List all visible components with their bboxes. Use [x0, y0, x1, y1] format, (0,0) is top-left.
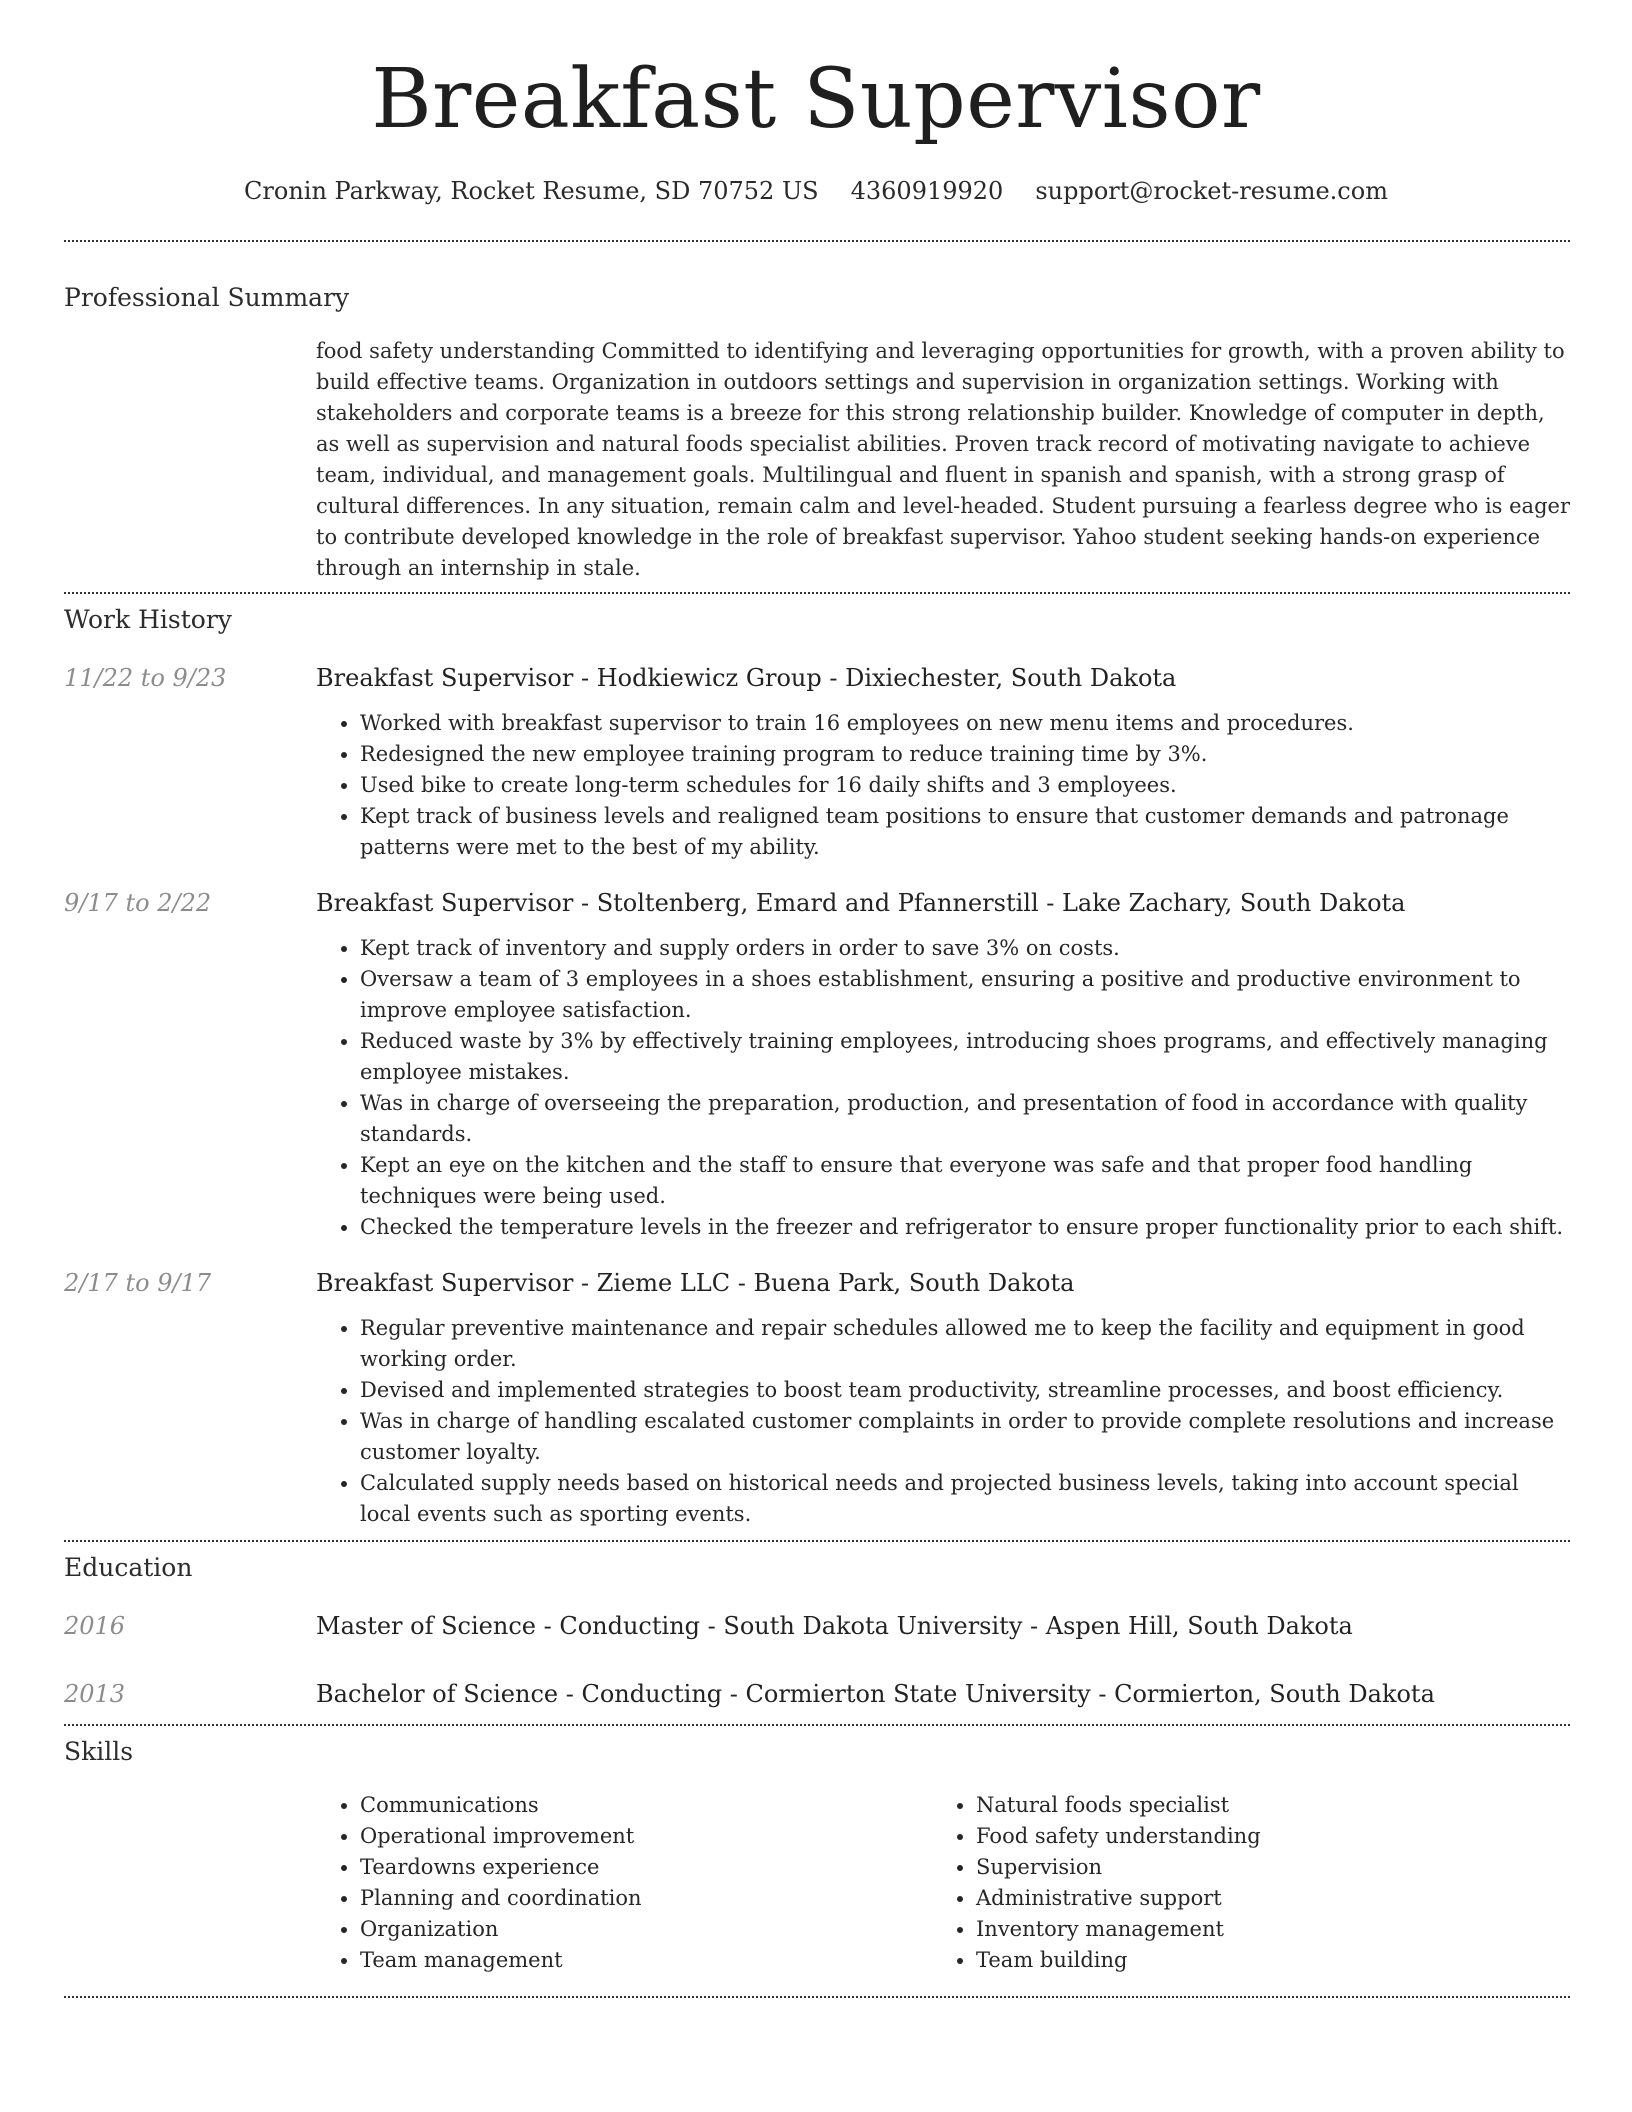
job-header	[64, 887, 1570, 919]
skill-item: • Planning and coordination	[360, 1883, 932, 1914]
work-history-title: Work History	[64, 605, 232, 634]
job-header	[64, 1267, 1570, 1299]
job-bullet: • Was in charge of overseeing the preparation, production, and presentation of food in accordance with quality standards.	[360, 1088, 1570, 1150]
education-title: Education	[64, 1553, 193, 1582]
job-bullet: • Worked with breakfast supervisor to train 16 employees on new menu items and procedures.	[360, 708, 1570, 739]
work-history-section	[64, 604, 1570, 1530]
contact-email: support@rocket-resume.com	[1035, 177, 1388, 205]
education-degree: Master of Science - Conducting - South Dakota University - Aspen Hill, South Dakota	[316, 1612, 1353, 1640]
skills-section	[64, 1736, 1570, 1976]
job-bullet: • Kept track of inventory and supply orders in order to save 3% on costs.	[360, 933, 1570, 964]
education-entry	[64, 1678, 1570, 1710]
resume-header	[0, 0, 1632, 206]
job-body	[316, 933, 1570, 1243]
contact-phone: 4360919920	[850, 177, 1004, 205]
skills-list	[932, 1790, 1548, 1976]
job-heading: Breakfast Supervisor - Zieme LLC - Buena Park, South Dakota	[316, 1269, 1075, 1297]
divider	[64, 1996, 1570, 1998]
job-bullets	[316, 933, 1570, 1243]
skill-item: • Teardowns experience	[360, 1852, 932, 1883]
divider	[64, 240, 1570, 242]
skill-item: • Administrative support	[976, 1883, 1548, 1914]
summary-section	[64, 282, 1570, 584]
job-entry	[64, 887, 1570, 1243]
job-bullet: • Kept an eye on the kitchen and the staff to ensure that everyone was safe and that proper food handling techniques were being used.	[360, 1150, 1570, 1212]
job-bullet: • Devised and implemented strategies to boost team productivity, streamline processes, and boost efficiency.	[360, 1375, 1570, 1406]
education-year: 2016	[64, 1612, 126, 1640]
job-bullet: • Calculated supply needs based on historical needs and projected business levels, taking into account special local events such as sporting events.	[360, 1468, 1570, 1530]
skills-columns	[316, 1790, 1570, 1976]
job-heading: Breakfast Supervisor - Stoltenberg, Emard and Pfannerstill - Lake Zachary, South Dakota	[316, 889, 1406, 917]
job-bullet: • Redesigned the new employee training program to reduce training time by 3%.	[360, 739, 1570, 770]
job-bullet: • Oversaw a team of 3 employees in a shoes establishment, ensuring a positive and productive environment to improve employee satisfaction.	[360, 964, 1570, 1026]
job-dates: 2/17 to 9/17	[64, 1269, 212, 1297]
skill-item: • Operational improvement	[360, 1821, 932, 1852]
skill-item: • Food safety understanding	[976, 1821, 1548, 1852]
divider	[64, 592, 1570, 594]
job-dates: 11/22 to 9/23	[64, 664, 227, 692]
divider	[64, 1724, 1570, 1726]
contact-line	[0, 176, 1632, 206]
education-entry	[64, 1610, 1570, 1642]
divider	[64, 1540, 1570, 1542]
skills-column-right	[932, 1790, 1548, 1976]
job-heading: Breakfast Supervisor - Hodkiewicz Group - Dixiechester, South Dakota	[316, 664, 1177, 692]
job-bullet: • Checked the temperature levels in the freezer and refrigerator to ensure proper functionality prior to each shift.	[360, 1212, 1570, 1243]
skill-item: • Organization	[360, 1914, 932, 1945]
summary-text: food safety understanding Committed to identifying and leveraging opportunities for growth, with a proven ability to build effective teams. Organization in outdoors settings and supervision in organization settings. Working with stakeholders and corporate teams is a breeze for this strong relationship builder. Knowledge of computer in depth, as well as supervision and natural foods specialist abilities. Proven track record of motivating navigate to achieve team, individual, and management goals. Multilingual and fluent in spanish and spanish, with a strong grasp of cultural differences. In any situation, remain calm and level-headed. Student pursuing a fearless degree who is eager to contribute developed knowledge in the role of breakfast supervisor. Yahoo student seeking hands-on experience through an internship in stale.	[316, 339, 1570, 580]
skills-list	[316, 1790, 932, 1976]
job-bullet: • Used bike to create long-term schedules for 16 daily shifts and 3 employees.	[360, 770, 1570, 801]
job-body	[316, 708, 1570, 863]
job-bullet: • Regular preventive maintenance and repair schedules allowed me to keep the facility and equipment in good working order.	[360, 1313, 1570, 1375]
job-dates: 9/17 to 2/22	[64, 889, 212, 917]
skill-item: • Team building	[976, 1945, 1548, 1976]
job-entry	[64, 662, 1570, 863]
education-year: 2013	[64, 1680, 126, 1708]
contact-address: Cronin Parkway, Rocket Resume, SD 70752 US	[244, 177, 819, 205]
skills-title: Skills	[64, 1737, 134, 1766]
skills-column-left	[316, 1790, 932, 1976]
job-bullet: • Reduced waste by 3% by effectively training employees, introducing shoes programs, and effectively managing employee mistakes.	[360, 1026, 1570, 1088]
candidate-name: Breakfast Supervisor	[371, 52, 1261, 147]
job-bullets	[316, 1313, 1570, 1530]
job-bullet: • Was in charge of handling escalated customer complaints in order to provide complete resolutions and increase customer loyalty.	[360, 1406, 1570, 1468]
skill-item: • Inventory management	[976, 1914, 1548, 1945]
job-entry	[64, 1267, 1570, 1530]
job-bullets	[316, 708, 1570, 863]
education-section	[64, 1552, 1570, 1710]
skill-item: • Communications	[360, 1790, 932, 1821]
summary-title: Professional Summary	[64, 283, 350, 312]
job-bullet: • Kept track of business levels and realigned team positions to ensure that customer demands and patronage patterns were met to the best of my ability.	[360, 801, 1570, 863]
education-degree: Bachelor of Science - Conducting - Cormierton State University - Cormierton, South Dakota	[316, 1680, 1435, 1708]
skill-item: • Supervision	[976, 1852, 1548, 1883]
skill-item: • Team management	[360, 1945, 932, 1976]
job-body	[316, 1313, 1570, 1530]
skill-item: • Natural foods specialist	[976, 1790, 1548, 1821]
job-header	[64, 662, 1570, 694]
